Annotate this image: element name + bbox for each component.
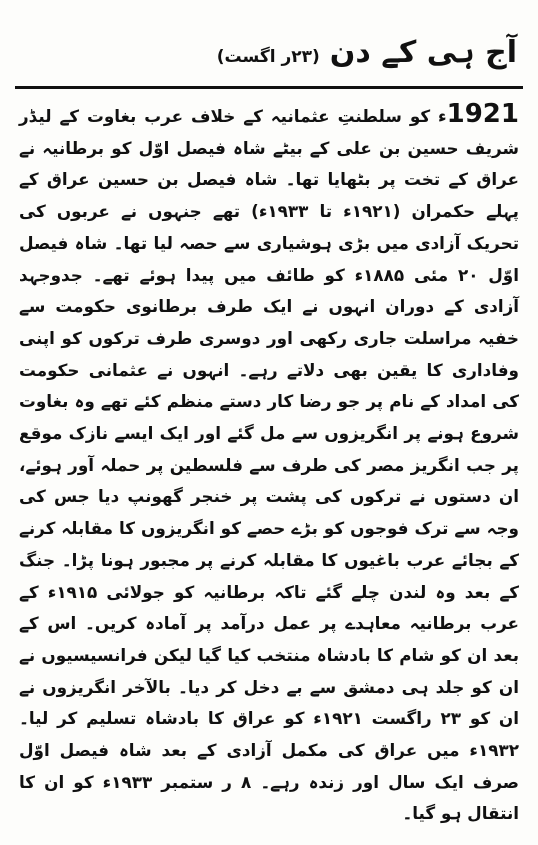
article-frame — [7, 6, 531, 831]
article-body — [7, 89, 531, 830]
lead-year: 1921 — [446, 99, 519, 129]
article-header — [7, 6, 531, 70]
article-text: ء کو سلطنتِ عثمانیہ کے خلاف عرب بغاوت کے لیڈر شریف حسین بن علی کے بیٹے شاہ فیصل اوّل کو برطانیہ نے عراق کے تخت پر بٹھایا تھا۔ شاہ فیصل بن حسین عراق کے پہلے حکمران (۱۹۲۱ء تا ۱۹۳۳ء) تھے جنہوں نے عربوں کی تحریک آزادی میں بڑی ہوشیاری سے حصہ لیا تھا۔ شاہ فیصل اوّل ۲۰ مئی ۱۸۸۵ء کو طائف میں پیدا ہوئے تھے۔ جدوجہد آزادی کے دوران انہوں نے ایک طرف برطانوی حکومت سے خفیہ مراسلت جاری رکھی اور دوسری طرف ترکوں کو اپنی وفاداری کا یقین بھی دلاتے رہے۔ انہوں نے عثمانی حکومت کی امداد کے نام پر جو رضا کار دستے منظم کئے تھے وہ بغاوت شروع ہونے پر انگریزوں سے مل گئے اور ایک ایسے نازک موقع پر جب انگریز مصر کی طرف سے فلسطین پر حملہ آور ہوئے، ان دستوں نے ترکوں کی پشت پر خنجر گھونپ دیا جس کی وجہ سے ترک فوجوں کو بڑے حصے کو انگریزوں کا مقابلہ کرنے کے بجائے عرب باغیوں کا مقابلہ کرنے پر مجبور ہونا پڑا۔ جنگ کے بعد وہ لندن چلے گئے تاکہ برطانیہ کو جولائی ۱۹۱۵ء کے عرب برطانیہ معاہدے پر عمل درآمد پر آمادہ کریں۔ اس کے بعد ان کو شام کا بادشاہ منتخب کیا گیا لیکن فرانسیسیوں نے ان کو جلد ہی دمشق سے بے دخل کر دیا۔ بالآخر انگریزوں نے ان کو ۲۳ راگست ۱۹۲۱ء کو عراق کا بادشاہ تسلیم کر لیا۔ ۱۹۳۲ء میں عراق کی مکمل آزادی کے بعد شاہ فیصل اوّل صرف ایک سال اور زندہ رہے۔ ۸ ر ستمبر ۱۹۳۳ء کو ان کا انتقال ہو گیا۔ — [19, 106, 520, 824]
page-title: آج ہی کے دن — [329, 35, 517, 70]
date-subtitle: (۲۳ر اگست) — [216, 47, 320, 67]
